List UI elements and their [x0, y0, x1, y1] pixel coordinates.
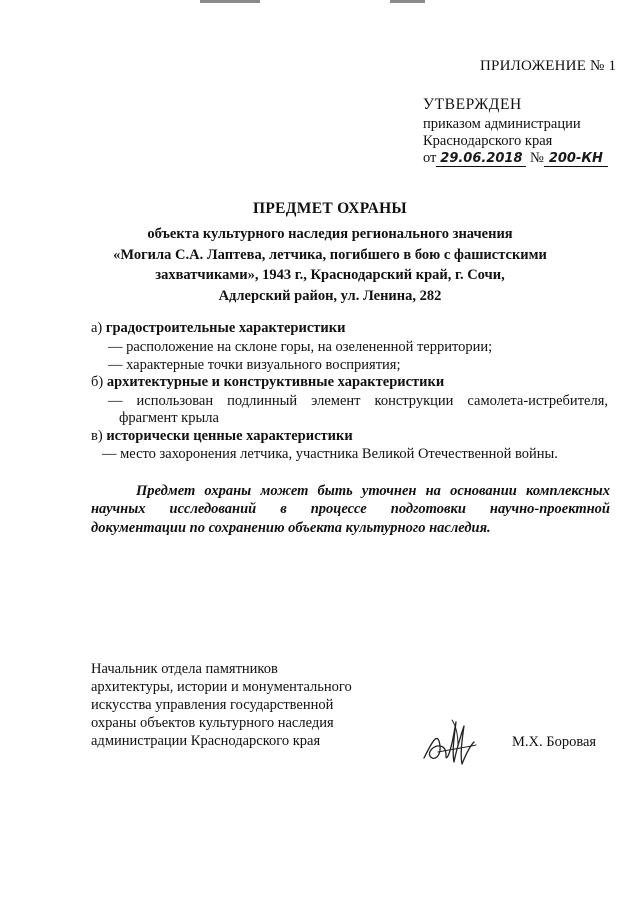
- section-prefix: а): [91, 320, 103, 336]
- note-line: научных исследований в процессе подготовки научно-проектной: [91, 501, 610, 517]
- section-prefix: б): [91, 374, 104, 390]
- list-item: — место захоронения летчика, участника Великой Отечественной войны.: [102, 446, 558, 462]
- document-heading: [100, 200, 560, 306]
- order-number: 200-КН: [544, 152, 608, 167]
- order-number-label: №: [530, 150, 544, 166]
- order-reference: [423, 150, 608, 167]
- signatory-position-line: искусства управления государственной: [91, 697, 334, 713]
- approved-title: УТВЕРЖДЕН: [423, 96, 522, 113]
- appendix-label: ПРИЛОЖЕНИЕ № 1: [480, 58, 617, 74]
- signatory-position-line: Начальник отдела памятников: [91, 661, 278, 677]
- section-heading: [91, 320, 345, 337]
- order-date: 29.06.2018: [436, 152, 526, 167]
- section-title: градостроительные характеристики: [105, 320, 346, 336]
- signer-name: М.Х. Боровая: [512, 734, 597, 750]
- scan-mark: [200, 0, 260, 3]
- list-item: — использован подлинный элемент конструкции самолета-истребителя,: [108, 393, 608, 409]
- signatory-position-line: администрации Краснодарского края: [91, 733, 321, 749]
- approved-by-line: приказом администрации: [423, 116, 581, 132]
- heading-line: «Могила С.А. Лаптева, летчика, погибшего в бою с фашистскими: [113, 246, 547, 263]
- section-title: архитектурные и конструктивные характеристики: [106, 374, 445, 390]
- signatory-position-line: архитектуры, истории и монументального: [91, 679, 352, 695]
- signatory-position-line: охраны объектов культурного наследия: [91, 715, 334, 731]
- list-item: — расположение на склоне горы, на озелененной территории;: [108, 339, 493, 355]
- heading-line: объекта культурного наследия регионального значения: [147, 226, 513, 242]
- note-line: Предмет охраны может быть уточнен на основании комплексных: [136, 483, 610, 499]
- note-line: документации по сохранению объекта культурного наследия.: [91, 520, 491, 536]
- scan-mark: [390, 0, 425, 3]
- section-heading: [91, 428, 353, 445]
- section-heading: [91, 374, 444, 391]
- heading-line: захватчиками», 1943 г., Краснодарский край, г. Сочи,: [155, 267, 505, 283]
- order-from-label: от: [423, 150, 437, 166]
- heading-line: Адлерский район, ул. Ленина, 282: [218, 287, 442, 304]
- list-item: — характерные точки визуального восприятия;: [108, 357, 401, 373]
- section-prefix: в): [91, 428, 103, 444]
- document-title: ПРЕДМЕТ ОХРАНЫ: [253, 200, 407, 217]
- list-item: фрагмент крыла: [119, 410, 219, 426]
- handwritten-signature-icon: [418, 712, 480, 774]
- section-title: исторически ценные характеристики: [106, 428, 353, 444]
- approved-by-line: Краснодарского края: [423, 133, 553, 149]
